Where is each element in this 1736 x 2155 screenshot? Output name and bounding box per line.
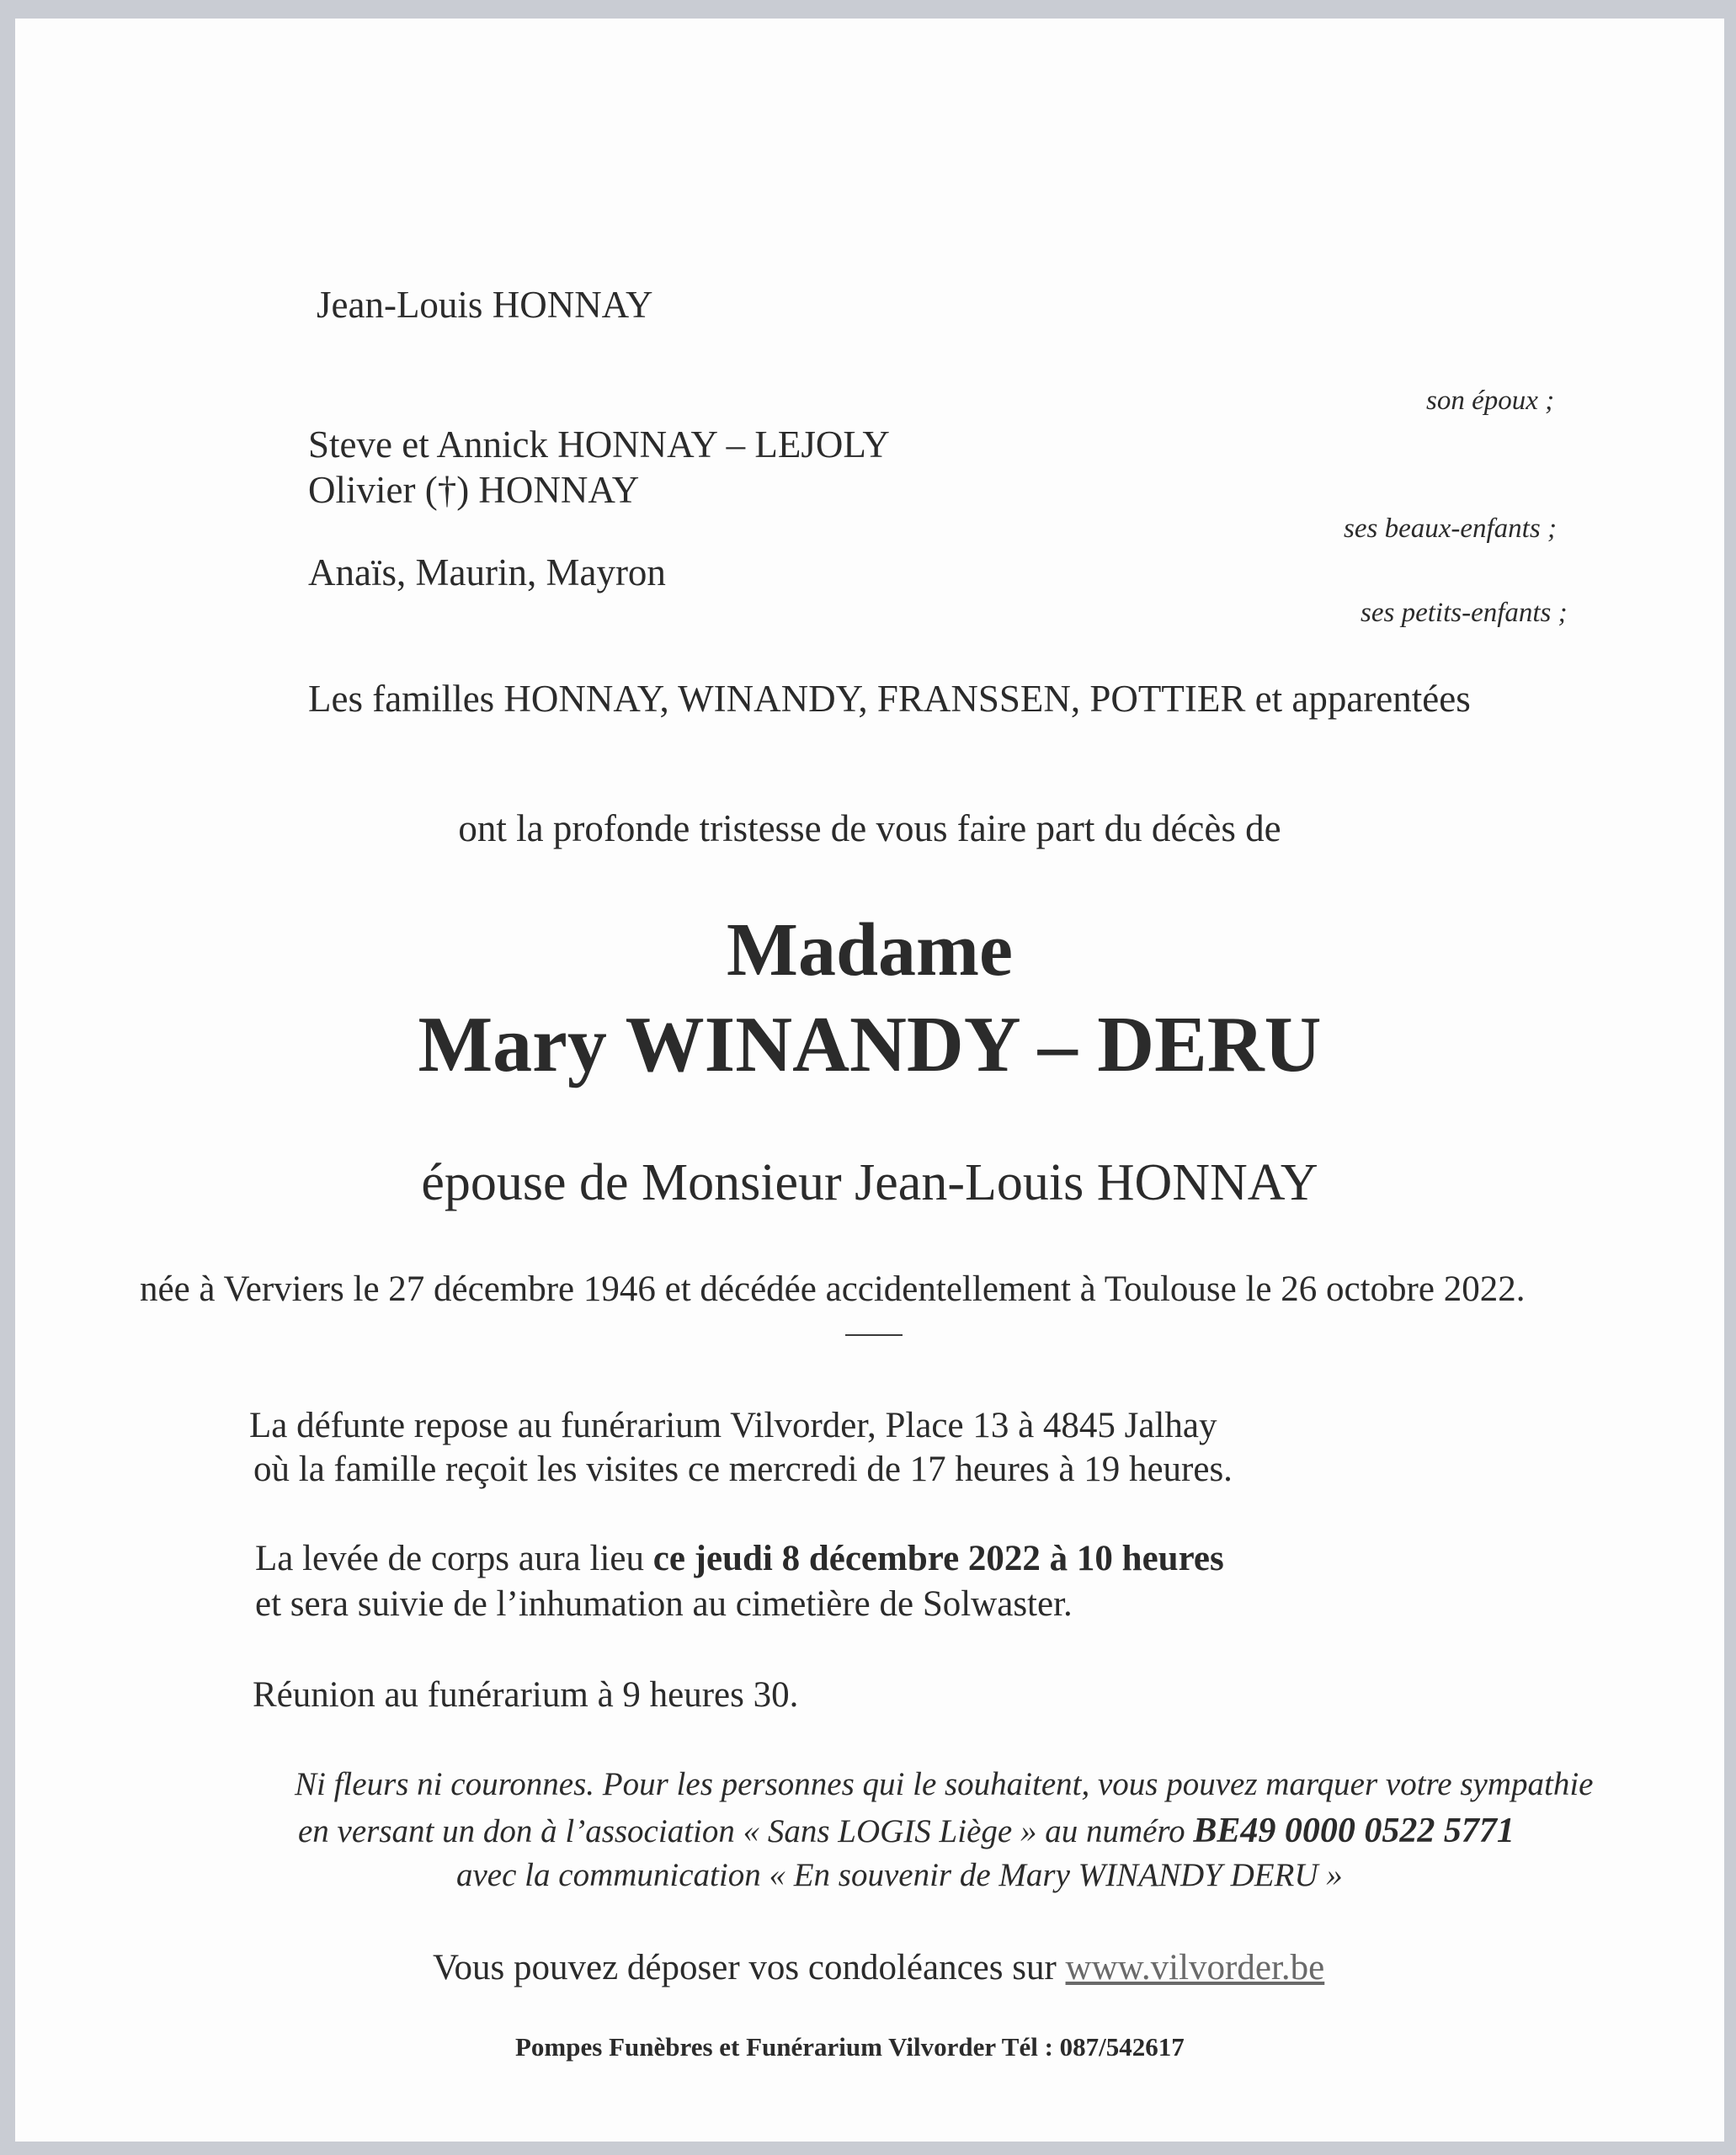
spouse-name: Jean-Louis HONNAY [317, 284, 653, 326]
families-line: Les familles HONNAY, WINANDY, FRANSSEN, POTTIER et apparentées [308, 678, 1471, 720]
visit-line-2: où la famille reçoit les visites ce mercredi de 17 heures à 19 heures. [253, 1450, 1233, 1489]
meeting-line: Réunion au funérarium à 9 heures 30. [253, 1675, 799, 1715]
obituary-card [15, 19, 1724, 2142]
stepchildren-role: ses beaux-enfants ; [1344, 513, 1557, 544]
spouse-of-line: épouse de Monsieur Jean-Louis HONNAY [421, 1154, 1318, 1211]
footer-line: Pompes Funèbres et Funérarium Vilvorder Tél : 087/542617 [515, 2032, 1185, 2062]
grandchildren-role: ses petits-enfants ; [1361, 598, 1568, 628]
funeral-prefix: La levée de corps aura lieu [255, 1539, 653, 1578]
donation-line-1: Ni fleurs ni couronnes. Pour les personnes qui le souhaitent, vous pouvez marquer votre sympathie [295, 1766, 1594, 1802]
condolences-link[interactable]: www.vilvorder.be [1065, 1948, 1325, 1987]
condolences-line [433, 1950, 1324, 1986]
donation-line-3: avec la communication « En souvenir de Mary WINANDY DERU » [456, 1857, 1343, 1893]
donation-iban: BE49 0000 0522 5771 [1193, 1812, 1515, 1850]
funeral-line-1 [255, 1540, 1224, 1577]
stepchildren-line-1: Steve et Annick HONNAY – LEJOLY [308, 423, 890, 466]
deceased-title: Madame [727, 908, 1013, 992]
condolences-prefix: Vous pouvez déposer vos condoléances sur [433, 1948, 1066, 1987]
deceased-name: Mary WINANDY – DERU [418, 1001, 1322, 1088]
funeral-line-2: et sera suivie de l’inhumation au cimetière de Solwaster. [255, 1584, 1073, 1624]
funeral-date-time: ce jeudi 8 décembre 2022 à 10 heures [652, 1539, 1224, 1578]
visit-line-1: La défunte repose au funérarium Vilvorder, Place 13 à 4845 Jalhay [249, 1406, 1217, 1445]
donation-line-2 [298, 1813, 1515, 1849]
spouse-role: son époux ; [1426, 386, 1555, 416]
stepchildren-line-2: Olivier (†) HONNAY [308, 469, 640, 511]
announcement-line: ont la profonde tristesse de vous faire part du décès de [458, 807, 1281, 849]
grandchildren-names: Anaïs, Maurin, Mayron [308, 551, 666, 593]
birth-death-dates: née à Verviers le 27 décembre 1946 et décédée accidentellement à Toulouse le 26 octobre 2022. [140, 1269, 1526, 1309]
separator-rule [845, 1334, 903, 1336]
donation-prefix: en versant un don à l’association « Sans LOGIS Liège » au numéro [298, 1813, 1194, 1849]
